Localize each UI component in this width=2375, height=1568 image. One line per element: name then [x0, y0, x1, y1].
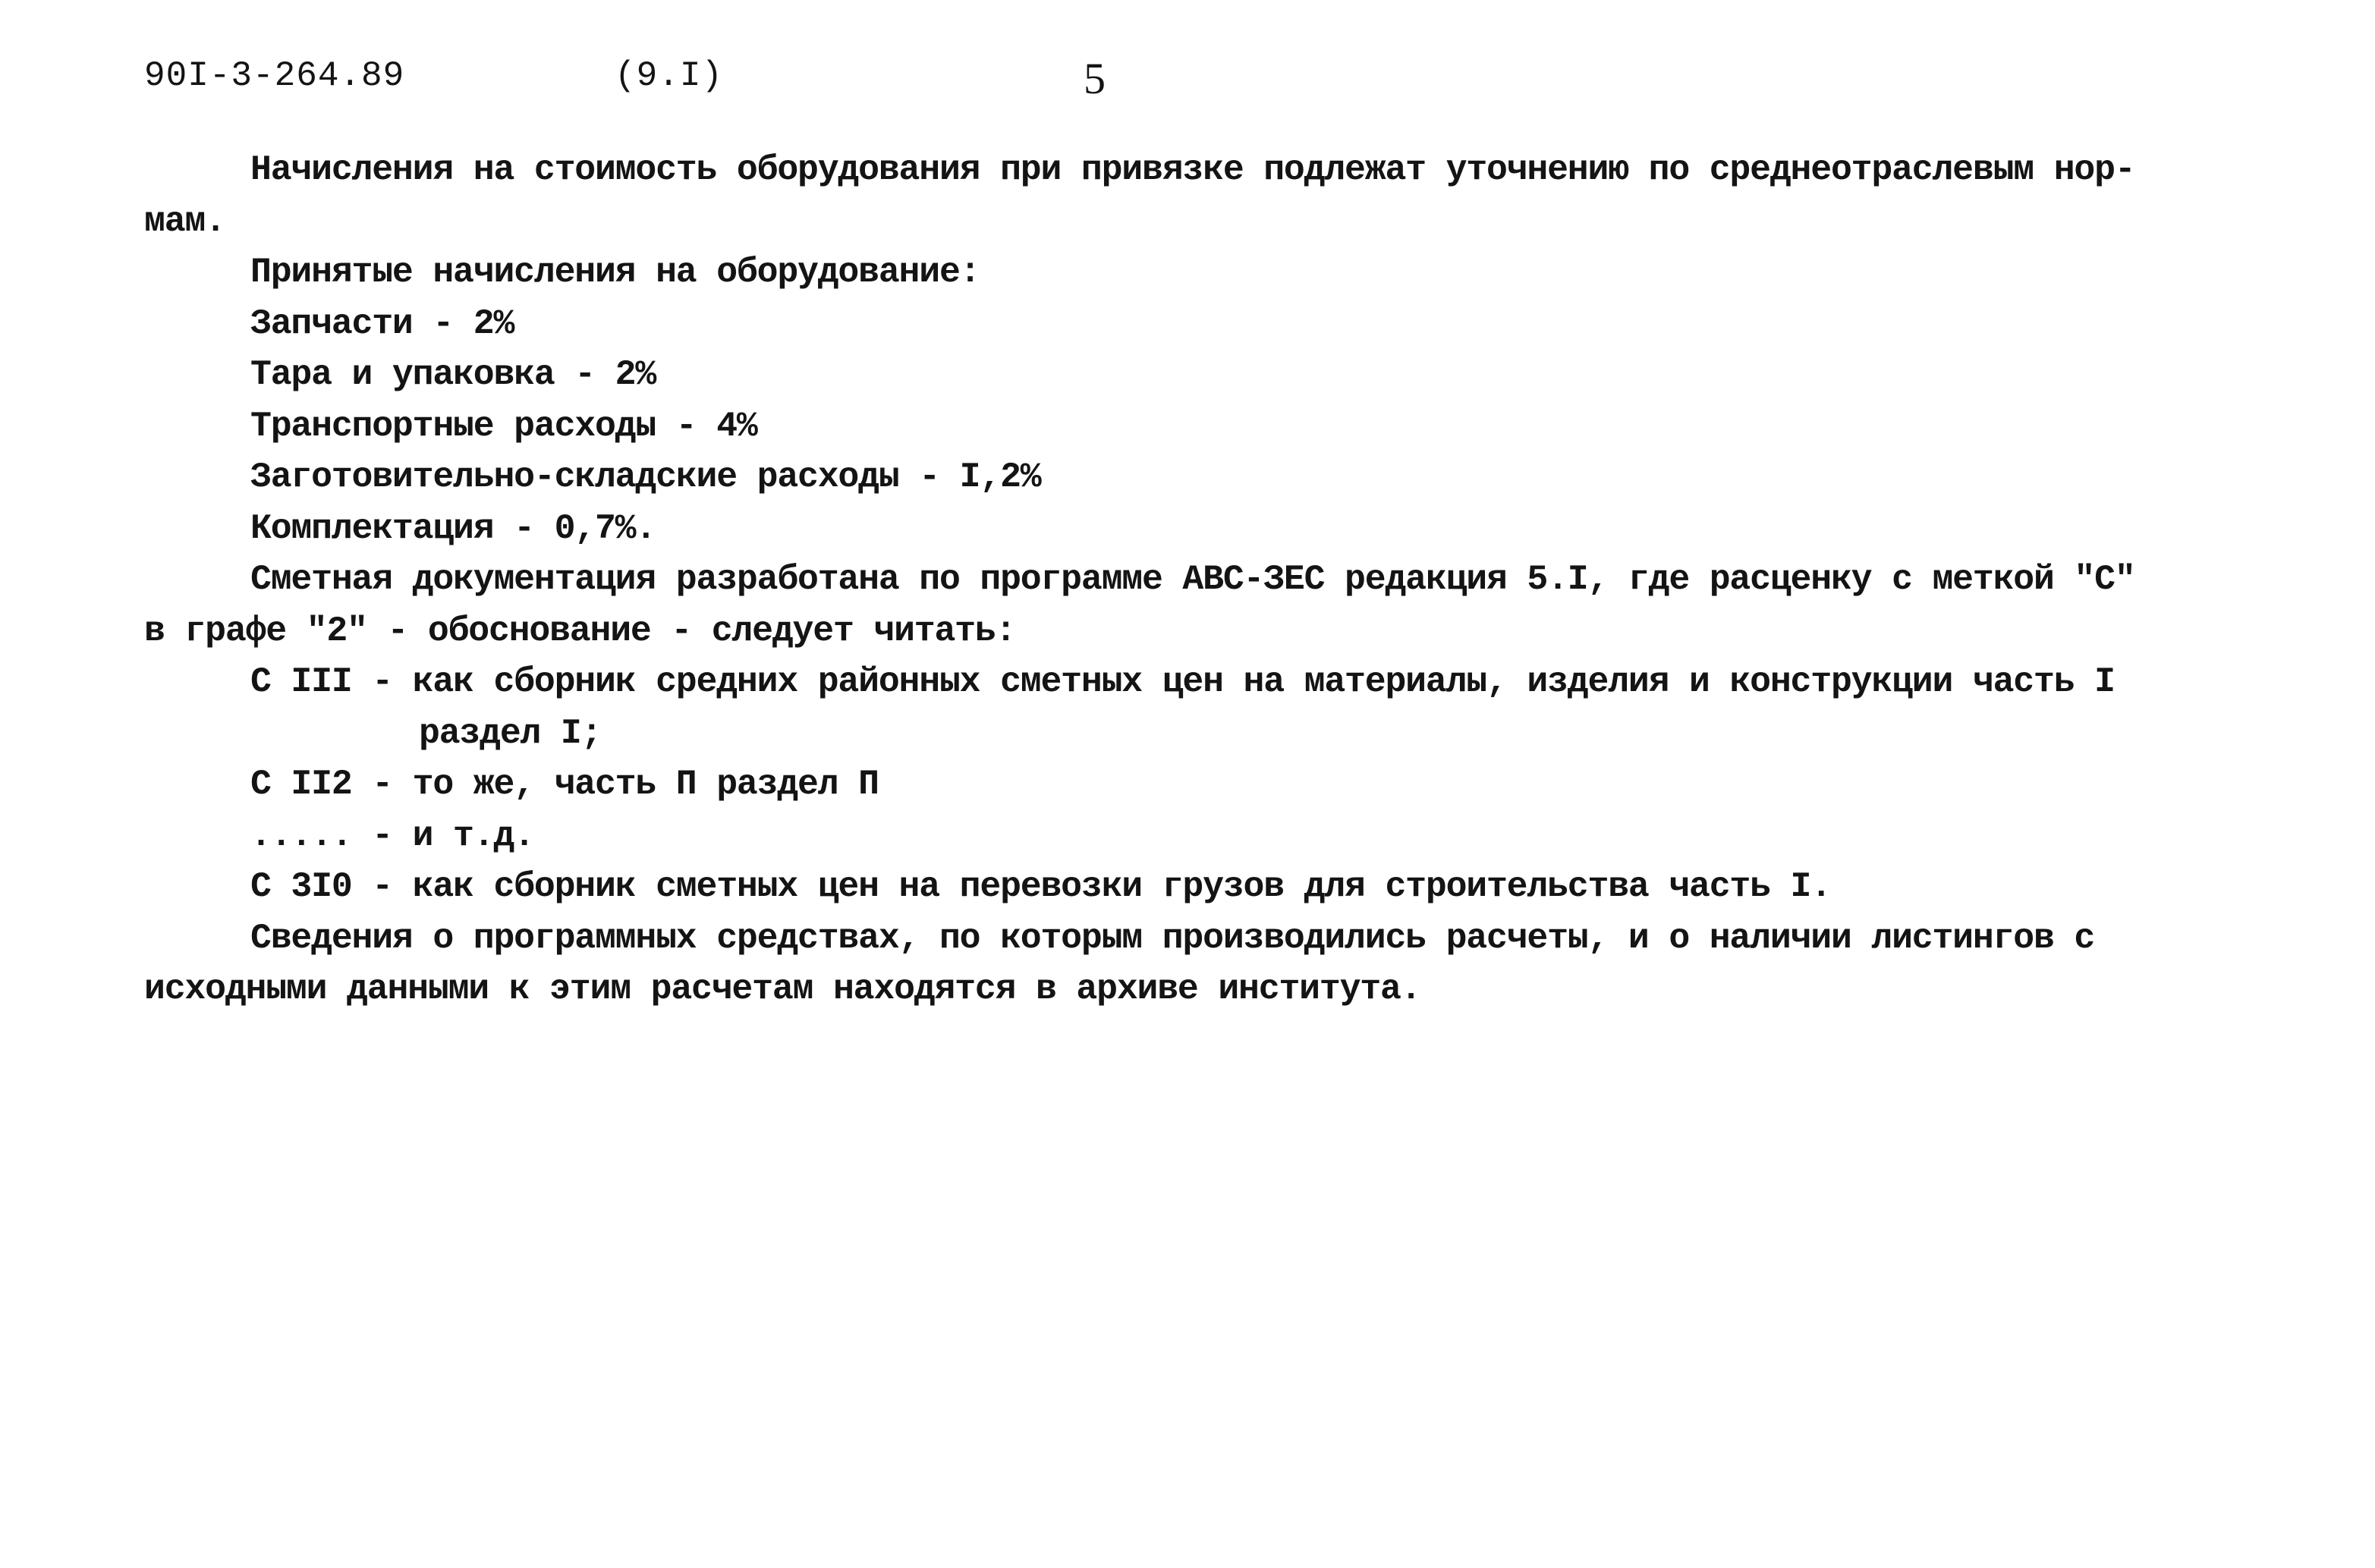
document-body [144, 144, 2238, 1015]
paragraph-line: Сметная документация разработана по программе АВС-ЗЕС редакция 5.I, где расценку с меткой "С" [250, 559, 2135, 599]
page-number: 5 [1084, 54, 1106, 103]
paragraph-line: Начисления на стоимость оборудования при привязке подлежат уточнению по среднеотраслевым нор- [250, 149, 2135, 190]
paragraph-line: исходными данными к этим расчетам находятся в архиве института. [144, 969, 1421, 1009]
charge-item: Тара и упаковка - 2% [250, 354, 656, 394]
code-definition: ..... - и т.д. [250, 815, 534, 856]
code-definition: С 3I0 - как сборник сметных цен на перевозки грузов для строительства часть I. [250, 866, 1831, 907]
charge-item: Запчасти - 2% [250, 303, 514, 344]
paragraph-line: Сведения о программных средствах, по которым производились расчеты, и о наличии листингов с [250, 917, 2095, 958]
document-code: 90I-3-264.89 [144, 56, 405, 96]
accepted-charges-title: Принятые начисления на оборудование: [250, 252, 980, 292]
charge-item: Транспортные расходы - 4% [250, 405, 757, 446]
section-number: (9.I) [615, 56, 724, 96]
code-definition-continuation: раздел I; [419, 712, 602, 753]
charge-item: Комплектация - 0,7%. [250, 507, 656, 548]
paragraph-line: в графе "2" - обоснование - следует читать: [144, 610, 1016, 651]
code-definition: С II2 - то же, часть П раздел П [250, 764, 879, 804]
paragraph-line: мам. [144, 200, 225, 241]
charge-item: Заготовительно-складские расходы - I,2% [250, 457, 1041, 497]
code-definition: С III - как сборник средних районных сметных цен на материалы, изделия и конструкции часть I [250, 661, 2115, 702]
